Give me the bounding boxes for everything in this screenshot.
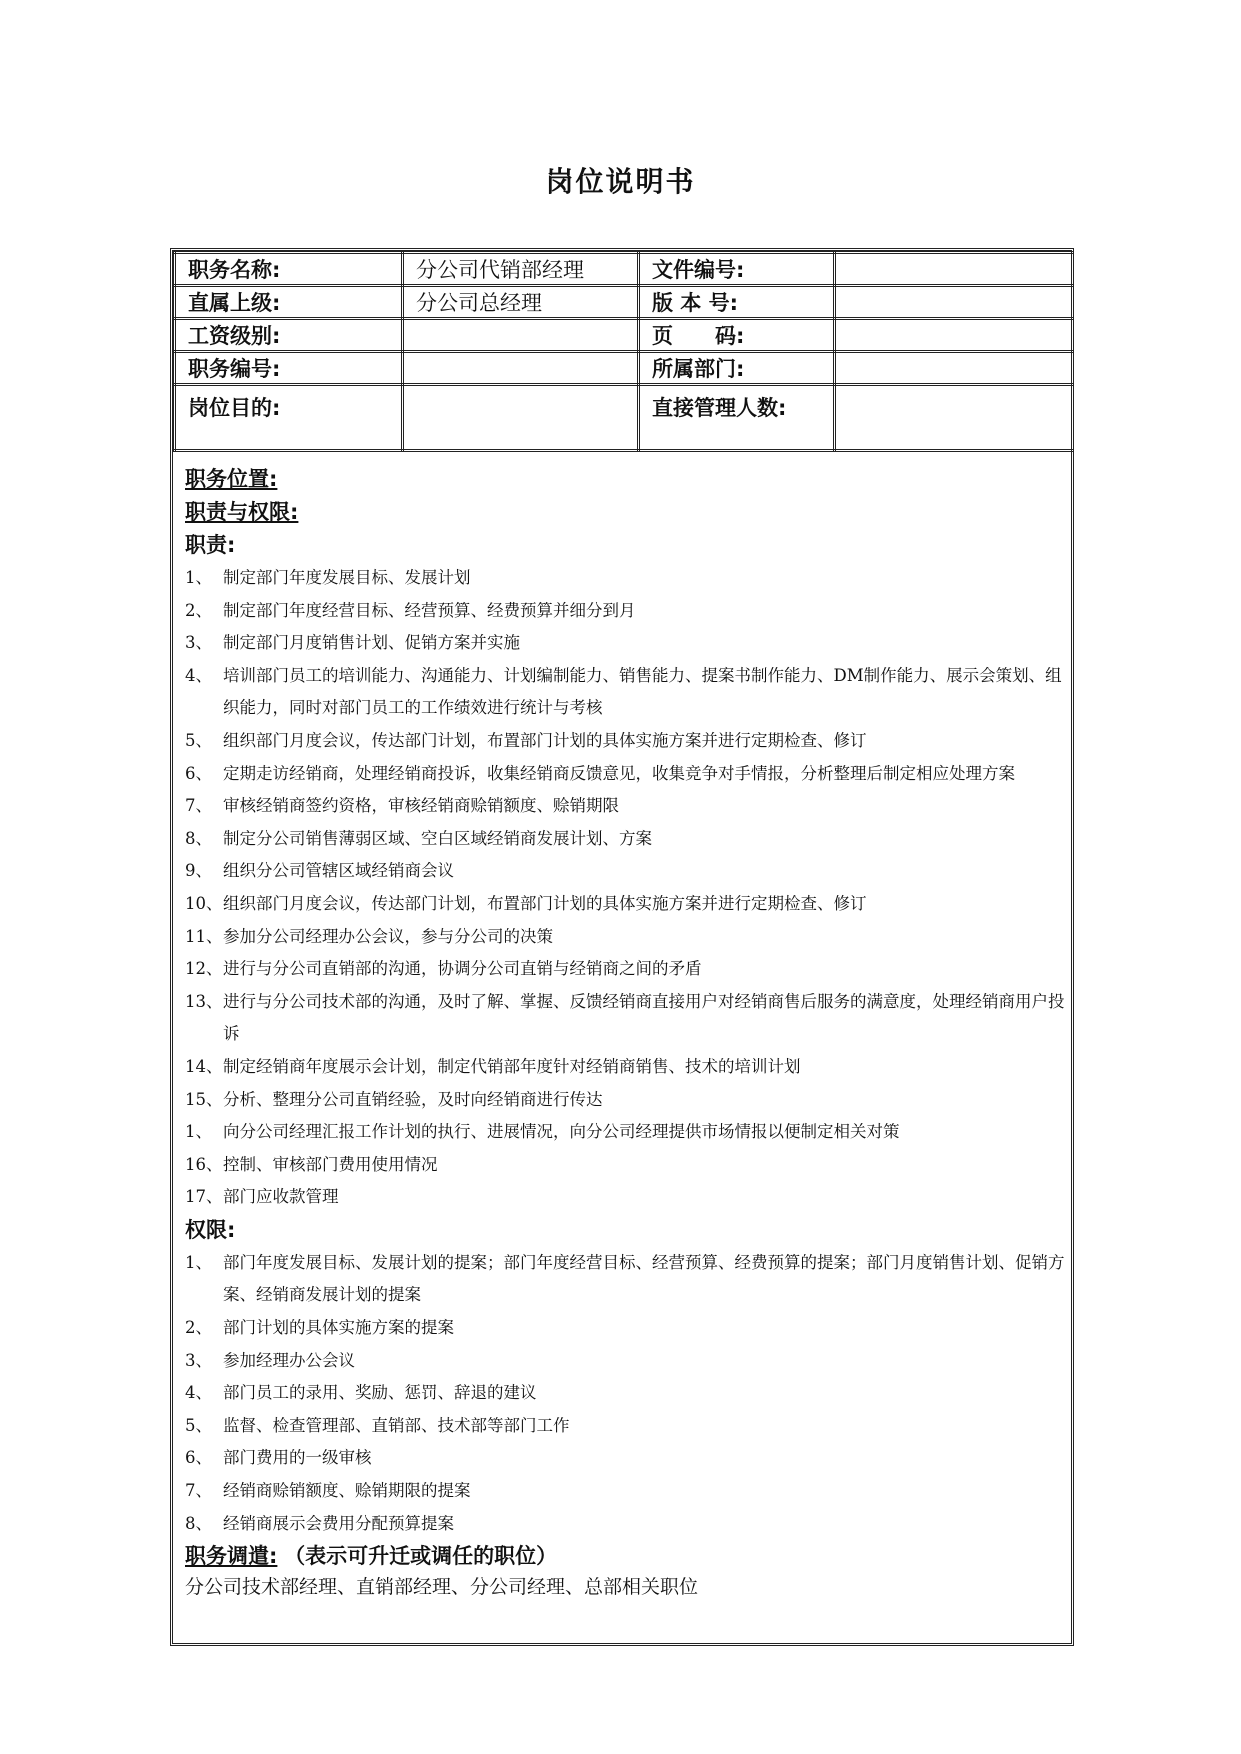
item-text: 组织部门月度会议，传达部门计划，布置部门计划的具体实施方案并进行定期检查、修订 bbox=[223, 730, 867, 750]
item-number: 4、 bbox=[185, 665, 212, 685]
list-item bbox=[185, 1247, 1065, 1312]
list-item bbox=[185, 1475, 1065, 1508]
item-number: 7、 bbox=[185, 1481, 212, 1501]
list-item bbox=[185, 1181, 1065, 1214]
version-label: 版 本 号: bbox=[639, 286, 835, 319]
job-purpose-label: 岗位目的: bbox=[175, 385, 403, 451]
item-text: 参加分公司经理办公会议，参与分公司的决策 bbox=[223, 926, 553, 946]
item-number: 14、 bbox=[185, 1056, 223, 1076]
document-number-value bbox=[835, 253, 1073, 286]
version-value bbox=[835, 286, 1073, 319]
list-item bbox=[185, 1084, 1065, 1117]
item-text: 制定部门月度销售计划、促销方案并实施 bbox=[223, 633, 520, 653]
list-item bbox=[185, 1377, 1065, 1410]
header-row bbox=[175, 253, 1073, 286]
page-number-value bbox=[835, 319, 1073, 352]
job-description-frame bbox=[170, 248, 1074, 1646]
item-number: 17、 bbox=[185, 1187, 223, 1207]
list-item bbox=[185, 562, 1065, 595]
item-number: 10、 bbox=[185, 893, 223, 913]
salary-grade-label: 工资级别: bbox=[175, 319, 403, 352]
document-number-label: 文件编号: bbox=[639, 253, 835, 286]
item-text: 进行与分公司直销部的沟通，协调分公司直销与经销商之间的矛盾 bbox=[223, 959, 702, 979]
list-item bbox=[185, 758, 1065, 791]
item-number: 6、 bbox=[185, 763, 212, 783]
item-text: 制定分公司销售薄弱区域、空白区域经销商发展计划、方案 bbox=[223, 828, 652, 848]
item-number: 3、 bbox=[185, 633, 212, 653]
item-number: 1、 bbox=[185, 1252, 212, 1272]
item-text: 制定部门年度发展目标、发展计划 bbox=[223, 568, 471, 587]
item-text: 培训部门员工的培训能力、沟通能力、计划编制能力、销售能力、提案书制作能力、DM制作能力、展示会策划、组织能力，同时对部门员工的工作绩效进行统计与考核 bbox=[223, 665, 1062, 718]
item-number: 8、 bbox=[185, 1513, 212, 1533]
job-code-value bbox=[403, 352, 639, 385]
job-purpose-value bbox=[403, 385, 639, 451]
list-item bbox=[185, 1116, 1065, 1149]
item-text: 向分公司经理汇报工作计划的执行、进展情况，向分公司经理提供市场情报以便制定相关对策 bbox=[223, 1122, 900, 1142]
list-item bbox=[185, 921, 1065, 954]
list-item bbox=[185, 1508, 1065, 1541]
item-number: 4、 bbox=[185, 1383, 212, 1403]
item-text: 部门费用的一级审核 bbox=[223, 1448, 372, 1468]
header-row bbox=[175, 385, 1073, 451]
item-text: 审核经销商签约资格，审核经销商赊销额度、赊销期限 bbox=[223, 796, 619, 816]
list-item bbox=[185, 1442, 1065, 1475]
salary-grade-value bbox=[403, 319, 639, 352]
document-title: 岗位说明书 bbox=[545, 165, 696, 198]
list-item bbox=[185, 855, 1065, 888]
item-number: 11、 bbox=[185, 926, 223, 946]
duties-list bbox=[185, 562, 1065, 1214]
item-text: 经销商展示会费用分配预算提案 bbox=[223, 1513, 454, 1533]
transfer-line bbox=[185, 1540, 1065, 1573]
header-table bbox=[173, 251, 1074, 452]
item-text: 参加经理办公会议 bbox=[223, 1350, 355, 1370]
item-number: 9、 bbox=[185, 861, 212, 881]
header-row bbox=[175, 319, 1073, 352]
list-item bbox=[185, 1410, 1065, 1443]
list-item bbox=[185, 627, 1065, 660]
item-text: 部门计划的具体实施方案的提案 bbox=[223, 1318, 454, 1338]
item-text: 部门员工的录用、奖励、惩罚、辞退的建议 bbox=[223, 1383, 537, 1403]
department-label: 所属部门: bbox=[639, 352, 835, 385]
transfer-heading: 职务调遣: bbox=[185, 1544, 278, 1569]
item-number: 2、 bbox=[185, 1318, 212, 1338]
list-item bbox=[185, 953, 1065, 986]
item-text: 监督、检查管理部、直销部、技术部等部门工作 bbox=[223, 1415, 570, 1435]
list-item bbox=[185, 790, 1065, 823]
item-text: 部门年度发展目标、发展计划的提案；部门年度经营目标、经营预算、经费预算的提案；部门月度销售计划、促销方案、经销商发展计划的提案 bbox=[223, 1252, 1065, 1305]
item-text: 进行与分公司技术部的沟通，及时了解、掌握、反馈经销商直接用户对经销商售后服务的满意度，处理经销商用户投诉 bbox=[223, 991, 1065, 1044]
item-number: 2、 bbox=[185, 600, 212, 620]
list-item bbox=[185, 823, 1065, 856]
item-number: 15、 bbox=[185, 1089, 223, 1109]
item-number: 3、 bbox=[185, 1350, 212, 1370]
duties-heading: 职责: bbox=[185, 533, 236, 557]
list-item bbox=[185, 1312, 1065, 1345]
list-item bbox=[185, 888, 1065, 921]
list-item bbox=[185, 660, 1065, 725]
item-number: 13、 bbox=[185, 991, 223, 1011]
list-item bbox=[185, 1345, 1065, 1378]
department-value bbox=[835, 352, 1073, 385]
position-heading: 职务位置: bbox=[185, 467, 278, 491]
direct-reports-label: 直接管理人数: bbox=[639, 385, 835, 451]
header-row bbox=[175, 352, 1073, 385]
item-text: 组织部门月度会议，传达部门计划，布置部门计划的具体实施方案并进行定期检查、修订 bbox=[223, 893, 867, 913]
list-item bbox=[185, 595, 1065, 628]
direct-superior-value: 分公司总经理 bbox=[403, 286, 639, 319]
item-number: 7、 bbox=[185, 796, 212, 816]
item-text: 制定经销商年度展示会计划，制定代销部年度针对经销商销售、技术的培训计划 bbox=[223, 1056, 801, 1076]
list-item bbox=[185, 725, 1065, 758]
item-number: 1、 bbox=[185, 568, 212, 587]
item-number: 16、 bbox=[185, 1154, 223, 1174]
job-code-label: 职务编号: bbox=[175, 352, 403, 385]
item-number: 6、 bbox=[185, 1448, 212, 1468]
item-number: 8、 bbox=[185, 828, 212, 848]
job-body bbox=[185, 463, 1065, 1601]
item-text: 定期走访经销商，处理经销商投诉，收集经销商反馈意见，收集竞争对手情报，分析整理后制定相应处理方案 bbox=[223, 763, 1015, 783]
transfer-note: （表示可升迁或调任的职位） bbox=[284, 1544, 558, 1569]
item-number: 5、 bbox=[185, 730, 212, 750]
job-title-label: 职务名称: bbox=[175, 253, 403, 286]
item-text: 组织分公司管辖区域经销商会议 bbox=[223, 861, 454, 881]
item-text: 经销商赊销额度、赊销期限的提案 bbox=[223, 1481, 471, 1501]
transfer-positions: 分公司技术部经理、直销部经理、分公司经理、总部相关职位 bbox=[185, 1576, 699, 1599]
item-text: 制定部门年度经营目标、经营预算、经费预算并细分到月 bbox=[223, 600, 636, 620]
item-number: 1、 bbox=[185, 1122, 212, 1142]
authority-heading: 权限: bbox=[185, 1217, 236, 1242]
page-number-label: 页 码: bbox=[639, 319, 835, 352]
list-item bbox=[185, 1051, 1065, 1084]
direct-superior-label: 直属上级: bbox=[175, 286, 403, 319]
item-text: 分析、整理分公司直销经验，及时向经销商进行传达 bbox=[223, 1089, 603, 1109]
item-text: 部门应收款管理 bbox=[223, 1187, 339, 1207]
job-title-value: 分公司代销部经理 bbox=[403, 253, 639, 286]
duties-authority-heading: 职责与权限: bbox=[185, 500, 299, 524]
item-text: 控制、审核部门费用使用情况 bbox=[223, 1154, 438, 1174]
direct-reports-value bbox=[835, 385, 1073, 451]
header-row bbox=[175, 286, 1073, 319]
authority-list bbox=[185, 1247, 1065, 1540]
item-number: 12、 bbox=[185, 959, 223, 979]
list-item bbox=[185, 986, 1065, 1051]
item-number: 5、 bbox=[185, 1415, 212, 1435]
list-item bbox=[185, 1149, 1065, 1182]
